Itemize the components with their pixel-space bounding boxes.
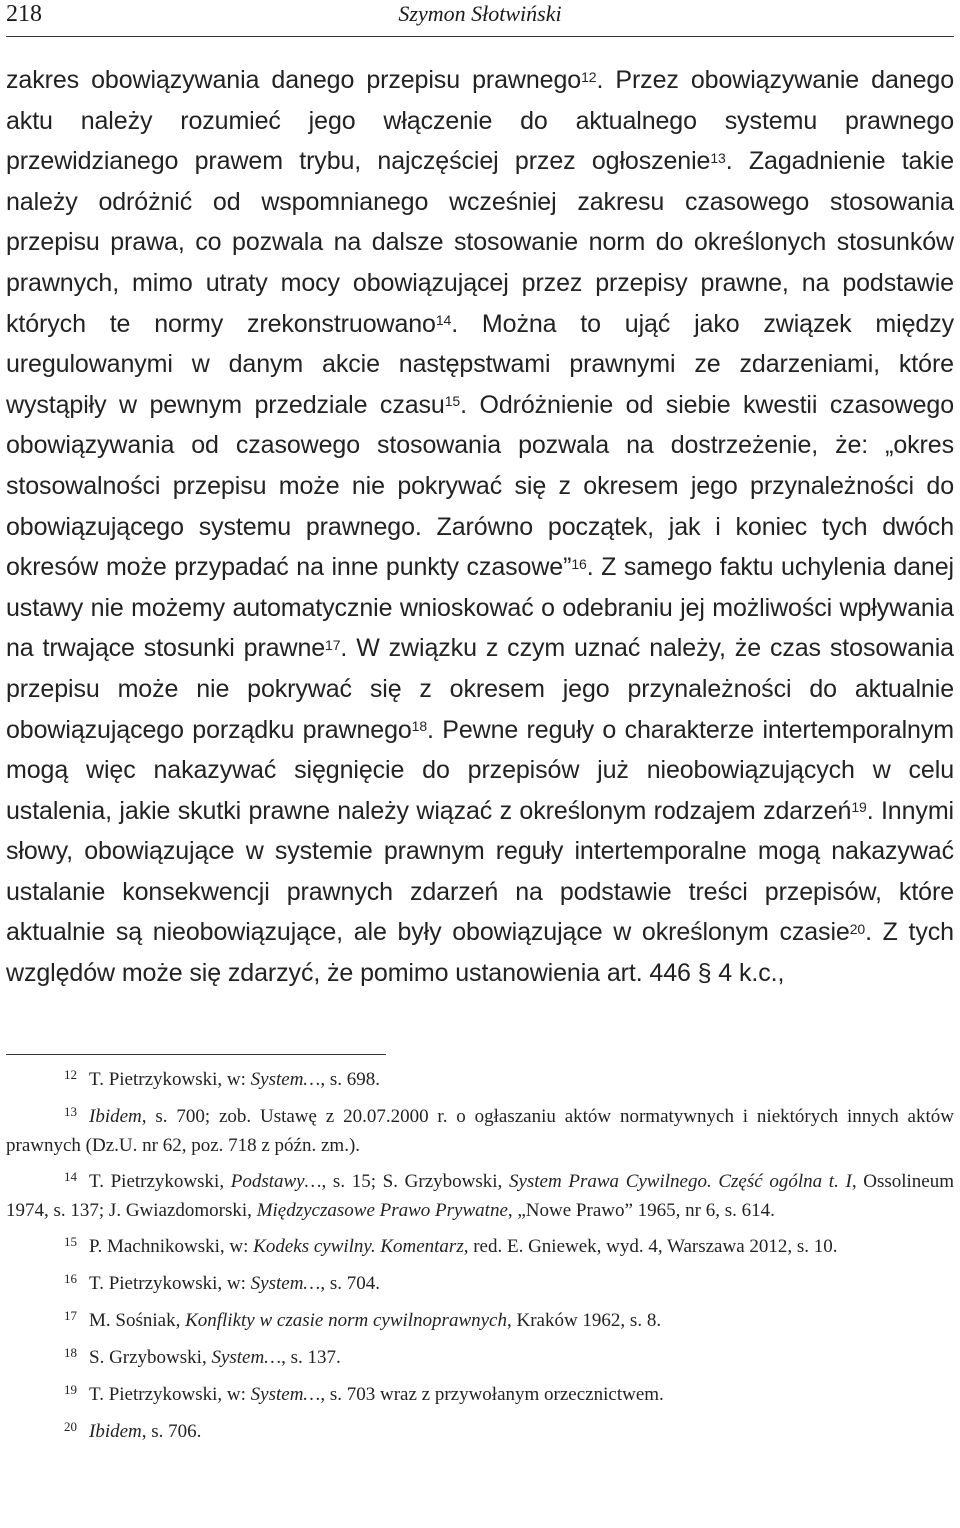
footnote-title-italic: Ibidem (89, 1106, 142, 1127)
footnote-number: 14 (64, 1169, 77, 1185)
footnote-number: 13 (64, 1104, 77, 1120)
footnote-title-italic: System Prawa Cywilnego. Część ogólna t. I (508, 1171, 852, 1192)
body-text-run: zakres obowiązywania danego przepisu prawnego (6, 66, 582, 94)
page-number: 218 (6, 1, 42, 27)
body-text-run: . W związku z czym uznać należy, że czas stosowania przepisu może nie pokrywać się z okresem jego przynależności do aktualnie obowiązującego porządku prawnego (6, 634, 954, 744)
footnote-reference[interactable]: 20 (849, 921, 866, 938)
footnote-title-italic: Kodeks cywilny. Komentarz (253, 1236, 464, 1257)
footnote-16 (6, 1270, 954, 1299)
footnote-number: 16 (64, 1271, 77, 1287)
body-text-run: . Można to ująć jako związek między uregulowanymi w danym akcie następstwami prawnymi ze zdarzeniami, które wystąpiły w pewnym przedziale czasu (6, 309, 955, 419)
footnote-12 (6, 1066, 954, 1095)
footnote-title-italic: Podstawy… (230, 1171, 322, 1192)
footnote-text: M. Sośniak, (89, 1310, 186, 1331)
footnote-reference[interactable]: 16 (571, 555, 587, 572)
footnote-text: , s. 703 wraz z przywołanym orzecznictwem. (320, 1384, 664, 1405)
footnote-text: , red. E. Gniewek, wyd. 4, Warszawa 2012, s. 10. (463, 1236, 838, 1257)
footnote-reference[interactable]: 15 (444, 393, 461, 410)
footnote-title-italic: Międzyczasowe Prawo Prywatne (256, 1200, 508, 1221)
footnote-title-italic: Ibidem (89, 1421, 142, 1442)
footnote-13 (6, 1103, 954, 1160)
footnotes-section (6, 1066, 954, 1455)
footnote-text: , s. 700; zob. Ustawę z 20.07.2000 r. o ogłaszaniu aktów normatywnych i niektórych innych aktów prawnych (Dz.U. nr 62, poz. 718 z późn. zm.). (6, 1106, 954, 1156)
footnote-17 (6, 1307, 954, 1336)
footnote-text: , s. 15; S. Grzybowski, (321, 1171, 509, 1192)
footnote-number: 17 (64, 1308, 77, 1324)
footnote-15 (6, 1233, 954, 1262)
header-rule (6, 36, 954, 37)
footnote-20 (6, 1418, 954, 1447)
footnote-text: , s. 137. (281, 1347, 341, 1368)
footnote-text: , s. 704. (320, 1273, 380, 1294)
running-head (6, 0, 954, 36)
footnote-text: T. Pietrzykowski, w: (89, 1069, 251, 1090)
footnote-text: T. Pietrzykowski, w: (89, 1273, 251, 1294)
footnote-reference[interactable]: 18 (411, 718, 428, 735)
footnote-text: T. Pietrzykowski, w: (89, 1384, 251, 1405)
running-head-author: Szymon Słotwiński (398, 1, 562, 26)
footnote-reference[interactable]: 13 (710, 149, 726, 166)
footnote-title-italic: System… (211, 1347, 282, 1368)
footnote-text: P. Machnikowski, w: (89, 1236, 254, 1257)
footnote-reference[interactable]: 17 (325, 637, 341, 654)
footnote-reference[interactable]: 14 (435, 312, 452, 329)
body-text-run: . Przez obowiązywanie danego aktu należy rozumieć jego włączenie do aktualnego systemu prawnego przewidzianego prawem trybu, najczęściej przez ogłoszenie (6, 66, 954, 176)
footnote-text: , s. 706. (141, 1421, 202, 1442)
footnote-number: 12 (64, 1067, 77, 1083)
footnote-18 (6, 1344, 954, 1373)
body-text-run: . Pewne reguły o charakterze intertemporalnym mogą więc nakazywać sięgnięcie do przepisów już nieobowiązujących w celu ustalenia, jakie skutki prawne należy wiązać z określonym rodzajem zdarzeń (6, 715, 954, 825)
footnote-text: , Kraków 1962, s. 8. (506, 1310, 662, 1331)
footnote-14 (6, 1168, 954, 1225)
footnote-text: S. Grzybowski, (89, 1347, 212, 1368)
body-text-run: . Zagadnienie takie należy odróżnić od wspomnianego wcześniej zakresu czasowego stosowania przepisu prawa, co pozwala na dalsze stosowanie norm do określonych stosunków prawnych, mimo utraty mocy obowiązującej przez przepisy prawne, na podstawie których te normy zrekonstruowano (6, 147, 954, 338)
body-text-run: . Z samego faktu uchylenia danej ustawy nie możemy automatycznie wnioskować o odebraniu jej możliwości wpływania na trwające stosunki prawne (6, 553, 954, 663)
footnote-title-italic: Konflikty w czasie norm cywilnoprawnych (185, 1310, 507, 1331)
footnote-title-italic: System… (250, 1069, 321, 1090)
footnote-title-italic: System… (250, 1384, 321, 1405)
footnote-number: 15 (64, 1234, 77, 1250)
body-paragraph (6, 60, 954, 994)
footnote-text: T. Pietrzykowski, (89, 1171, 231, 1192)
footnote-number: 19 (64, 1382, 77, 1398)
footnote-19 (6, 1381, 954, 1410)
footnote-text: , „Nowe Prawo” 1965, nr 6, s. 614. (507, 1200, 775, 1221)
body-text-run: . Innymi słowy, obowiązujące w systemie prawnym reguły intertemporalne mogą nakazywać ustalanie konsekwencji prawnych zdarzeń na podstawie treści przepisów, które aktualnie są nieobowiązujące, ale były obowiązujące w określonym czasie (6, 796, 954, 947)
body-text-run: . Z tych względów może się zdarzyć, że pomimo ustanowienia art. 446 § 4 k.c., (6, 918, 954, 988)
body-text-run: . Odróżnienie od siebie kwestii czasowego obowiązywania od czasowego stosowania pozwala na dostrzeżenie, że: „okres stosowalności przepisu może nie pokrywać się z okresem jego przynależności do obowiązującego systemu prawnego. Zarówno początek, jak i koniec tych dwóch okresów może przypadać na inne punkty czasowe” (6, 390, 955, 582)
footnote-title-italic: System… (250, 1273, 321, 1294)
footnote-number: 18 (64, 1345, 77, 1361)
footnote-reference[interactable]: 19 (851, 799, 867, 816)
footnote-reference[interactable]: 12 (581, 68, 597, 85)
footnote-separator (6, 1054, 386, 1055)
footnote-number: 20 (64, 1419, 77, 1435)
footnote-text: , s. 698. (320, 1069, 380, 1090)
footnote-text: , Ossolineum 1974, s. 137; J. Gwiazdomorski, (6, 1171, 954, 1221)
